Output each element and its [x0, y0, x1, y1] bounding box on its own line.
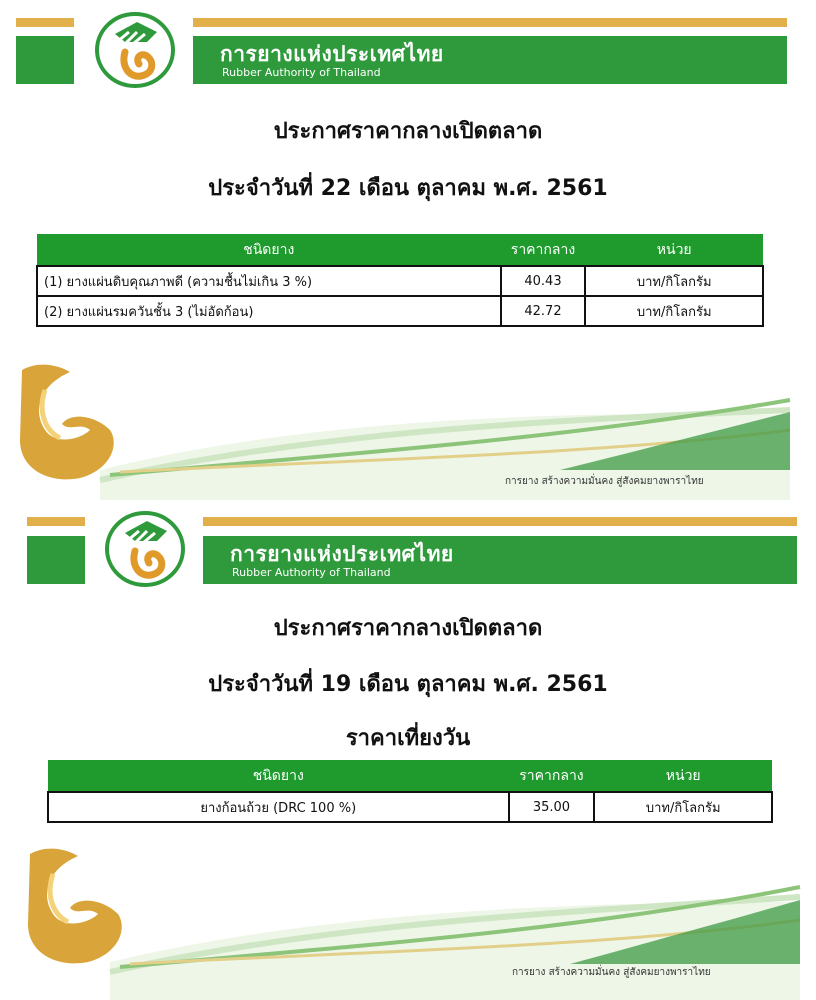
org-name-thai: การยางแห่งประเทศไทย — [220, 42, 444, 66]
header-unit: หน่วย — [594, 760, 772, 792]
table-header-row — [37, 234, 763, 266]
announcement-title: ประกาศราคากลางเปิดตลาด — [273, 119, 543, 144]
header-gold-bar-left — [16, 18, 74, 27]
header-rubber-type: ชนิดยาง — [48, 760, 509, 792]
header-rubber-type: ชนิดยาง — [37, 234, 501, 266]
org-name-english: Rubber Authority of Thailand — [232, 566, 391, 579]
org-name-english: Rubber Authority of Thailand — [222, 66, 381, 79]
announcement-subtitle: ราคาเที่ยงวัน — [345, 726, 471, 751]
unit-cell: บาท/กิโลกรัม — [594, 792, 772, 822]
rubber-authority-logo-icon — [95, 12, 175, 88]
org-name-thai: การยางแห่งประเทศไทย — [230, 542, 454, 566]
announcement-title: ประกาศราคากลางเปิดตลาด — [273, 616, 543, 641]
header-unit: หน่วย — [585, 234, 763, 266]
table-header-row — [48, 760, 772, 792]
header-median-price: ราคากลาง — [501, 234, 586, 266]
header-green-block-left — [27, 536, 85, 584]
footer-slogan: การยาง สร้างความมั่นคง สู่สังคมยางพาราไทย — [512, 967, 711, 978]
rubber-type-cell: ยางก้อนถ้วย (DRC 100 %) — [48, 792, 509, 822]
footer-slogan: การยาง สร้างความมั่นคง สู่สังคมยางพาราไทย — [505, 476, 704, 487]
table-row — [37, 296, 763, 326]
rubber-type-cell: (1) ยางแผ่นดิบคุณภาพดี (ความชื้นไม่เกิน 3 %) — [37, 266, 501, 296]
announcement-date: ประจำวันที่ 19 เดือน ตุลาคม พ.ศ. 2561 — [208, 672, 608, 697]
price-cell: 35.00 — [509, 792, 595, 822]
price-cell: 42.72 — [501, 296, 586, 326]
announcement-date: ประจำวันที่ 22 เดือน ตุลาคม พ.ศ. 2561 — [208, 176, 608, 201]
price-table — [47, 760, 773, 823]
price-cell: 40.43 — [501, 266, 586, 296]
header-gold-bar-right — [203, 517, 797, 526]
rubber-authority-logo-icon — [105, 511, 185, 587]
header-gold-bar-left — [27, 517, 85, 526]
table-row — [37, 266, 763, 296]
header-median-price: ราคากลาง — [509, 760, 595, 792]
rubber-type-cell: (2) ยางแผ่นรมควันชั้น 3 (ไม่อัดก้อน) — [37, 296, 501, 326]
announcement-card-2 — [0, 505, 816, 1000]
table-row — [48, 792, 772, 822]
unit-cell: บาท/กิโลกรัม — [585, 266, 763, 296]
unit-cell: บาท/กิโลกรัม — [585, 296, 763, 326]
header-gold-bar-right — [193, 18, 787, 27]
price-table — [36, 234, 764, 327]
header-green-block-left — [16, 36, 74, 84]
